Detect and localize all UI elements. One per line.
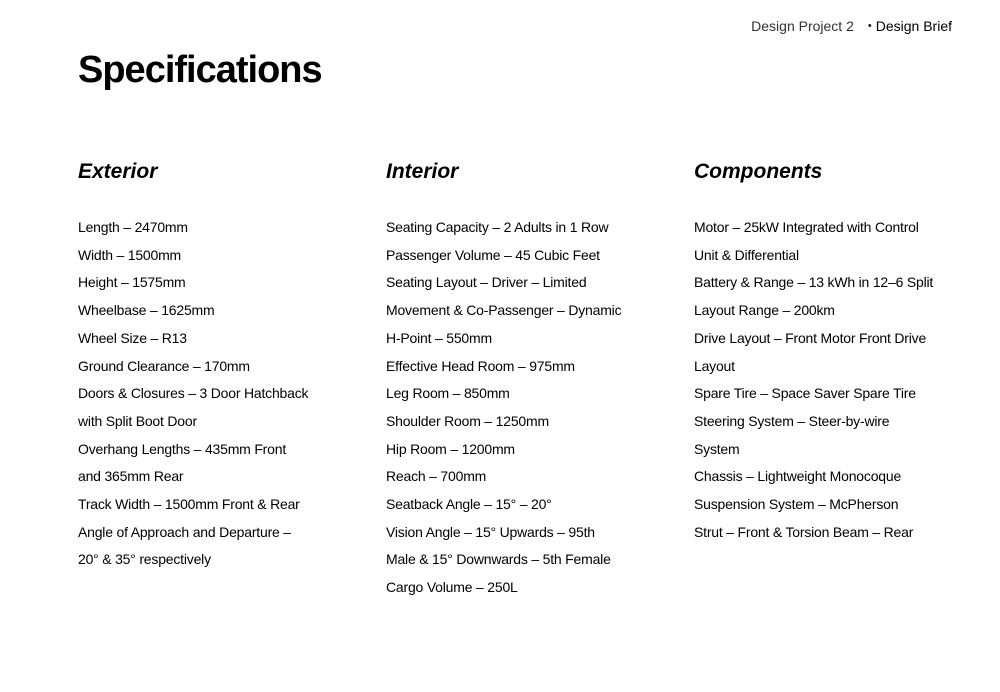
interior-spec-list bbox=[386, 214, 676, 602]
spec-line: Passenger Volume – 45 Cubic Feet bbox=[386, 246, 600, 263]
spec-line: Overhang Lengths – 435mm Front bbox=[78, 440, 287, 457]
spec-line: Cargo Volume – 250L bbox=[386, 579, 518, 596]
spec-line: Hip Room – 1200mm bbox=[386, 440, 515, 457]
spec-line: Angle of Approach and Departure – bbox=[78, 523, 291, 540]
page-title: Specifications bbox=[78, 49, 322, 91]
spec-line: Movement & Co-Passenger – Dynamic bbox=[386, 302, 622, 319]
spec-line: Strut – Front & Torsion Beam – Rear bbox=[694, 523, 914, 540]
interior-column bbox=[386, 158, 676, 602]
spec-line: Spare Tire – Space Saver Spare Tire bbox=[694, 385, 916, 402]
spec-line: and 365mm Rear bbox=[78, 468, 184, 485]
interior-heading: Interior bbox=[386, 160, 459, 183]
spec-line: Effective Head Room – 975mm bbox=[386, 357, 575, 374]
section-name: Design Brief bbox=[875, 18, 952, 34]
exterior-heading: Exterior bbox=[78, 160, 158, 183]
spec-line: Male & 15° Downwards – 5th Female bbox=[386, 551, 611, 568]
spec-line: Reach – 700mm bbox=[386, 468, 487, 485]
spec-line: Layout bbox=[694, 357, 735, 374]
spec-line: Height – 1575mm bbox=[78, 274, 186, 291]
spec-line: Shoulder Room – 1250mm bbox=[386, 412, 549, 429]
exterior-column bbox=[78, 158, 368, 574]
spec-line: Ground Clearance – 170mm bbox=[78, 357, 250, 374]
header-breadcrumb bbox=[751, 18, 952, 34]
bullet-separator: • bbox=[867, 20, 872, 32]
spec-line: Unit & Differential bbox=[694, 246, 799, 263]
spec-line: with Split Boot Door bbox=[78, 412, 197, 429]
exterior-spec-list bbox=[78, 214, 368, 574]
spec-line: Leg Room – 850mm bbox=[386, 385, 510, 402]
spec-line: Chassis – Lightweight Monocoque bbox=[694, 468, 902, 485]
components-spec-list bbox=[694, 214, 962, 546]
spec-line: Suspension System – McPherson bbox=[694, 496, 899, 513]
spec-line: Steering System – Steer-by-wire bbox=[694, 412, 890, 429]
spec-line: Seating Capacity – 2 Adults in 1 Row bbox=[386, 219, 609, 235]
spec-line: Seating Layout – Driver – Limited bbox=[386, 274, 587, 291]
spec-line: 20° & 35° respectively bbox=[78, 551, 211, 568]
spec-line: Motor – 25kW Integrated with Control bbox=[694, 219, 919, 235]
components-heading: Components bbox=[694, 160, 823, 183]
spec-line: System bbox=[694, 440, 740, 457]
spec-line: Track Width – 1500mm Front & Rear bbox=[78, 496, 300, 513]
project-name: Design Project 2 bbox=[751, 18, 854, 34]
spec-line: Layout Range – 200km bbox=[694, 302, 835, 319]
spec-line: Battery & Range – 13 kWh in 12–6 Split bbox=[694, 274, 934, 291]
spec-line: Doors & Closures – 3 Door Hatchback bbox=[78, 385, 309, 402]
spec-line: Wheel Size – R13 bbox=[78, 329, 187, 346]
spec-line: Wheelbase – 1625mm bbox=[78, 302, 215, 319]
spec-line: Vision Angle – 15° Upwards – 95th bbox=[386, 523, 595, 540]
spec-line: Seatback Angle – 15° – 20° bbox=[386, 496, 552, 513]
components-column bbox=[694, 158, 962, 546]
spec-line: Length – 2470mm bbox=[78, 219, 188, 235]
spec-line: H-Point – 550mm bbox=[386, 329, 492, 346]
spec-line: Drive Layout – Front Motor Front Drive bbox=[694, 329, 927, 346]
spec-line: Width – 1500mm bbox=[78, 246, 182, 263]
